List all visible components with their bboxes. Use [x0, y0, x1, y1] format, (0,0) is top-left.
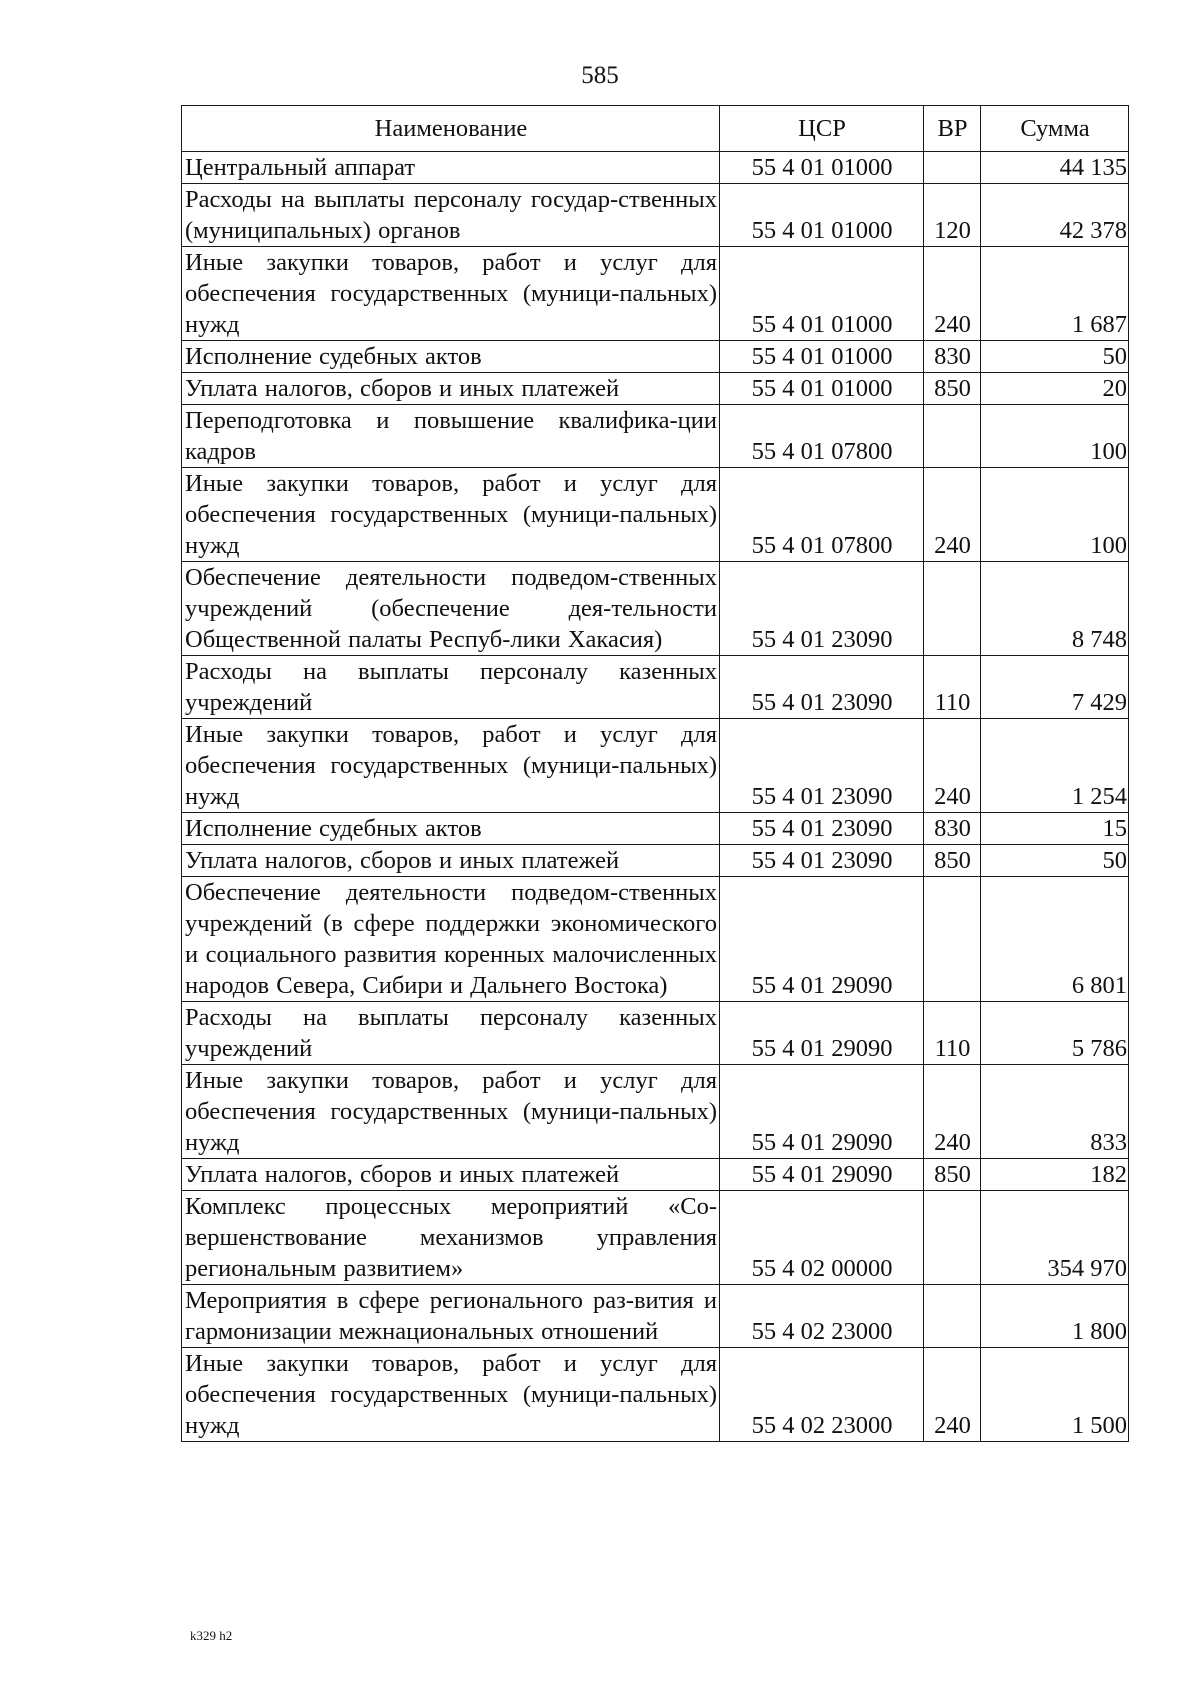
table-row	[182, 152, 1129, 184]
row-sum-cell: 8 748	[981, 562, 1129, 656]
table-row	[182, 845, 1129, 877]
table-row	[182, 373, 1129, 405]
row-vr-cell: 830	[924, 341, 981, 373]
budget-table	[181, 105, 1129, 1442]
row-vr-cell: 110	[924, 656, 981, 719]
row-sum-cell: 833	[981, 1065, 1129, 1159]
row-sum-cell: 50	[981, 845, 1129, 877]
row-name-cell: Исполнение судебных актов	[182, 341, 720, 373]
row-vr-cell	[924, 877, 981, 1002]
table-row	[182, 1065, 1129, 1159]
row-vr-cell	[924, 1191, 981, 1285]
row-name-cell: Обеспечение деятельности подведом-ственных учреждений (обеспечение дея-тельности Общественной палаты Респуб-лики Хакасия)	[182, 562, 720, 656]
header-vr: ВР	[924, 106, 981, 152]
row-csr-cell: 55 4 01 01000	[720, 152, 924, 184]
table-row	[182, 1002, 1129, 1065]
row-sum-cell: 5 786	[981, 1002, 1129, 1065]
table-row	[182, 813, 1129, 845]
row-csr-cell: 55 4 01 07800	[720, 468, 924, 562]
row-sum-cell: 42 378	[981, 184, 1129, 247]
row-name-cell: Иные закупки товаров, работ и услуг для обеспечения государственных (муници-пальных) нужд	[182, 1065, 720, 1159]
table-row	[182, 341, 1129, 373]
row-csr-cell: 55 4 01 29090	[720, 1002, 924, 1065]
row-sum-cell: 182	[981, 1159, 1129, 1191]
row-vr-cell: 830	[924, 813, 981, 845]
row-name-cell: Уплата налогов, сборов и иных платежей	[182, 1159, 720, 1191]
page-number: 585	[581, 62, 619, 89]
row-name-cell: Расходы на выплаты персоналу казенных учреждений	[182, 656, 720, 719]
row-sum-cell: 100	[981, 468, 1129, 562]
row-sum-cell: 100	[981, 405, 1129, 468]
table-row	[182, 468, 1129, 562]
row-vr-cell	[924, 562, 981, 656]
row-sum-cell: 1 254	[981, 719, 1129, 813]
table-row	[182, 562, 1129, 656]
table-row	[182, 247, 1129, 341]
row-vr-cell: 240	[924, 468, 981, 562]
row-csr-cell: 55 4 02 23000	[720, 1285, 924, 1348]
row-csr-cell: 55 4 02 00000	[720, 1191, 924, 1285]
row-name-cell: Иные закупки товаров, работ и услуг для обеспечения государственных (муници-пальных) нужд	[182, 247, 720, 341]
row-name-cell: Исполнение судебных актов	[182, 813, 720, 845]
row-csr-cell: 55 4 01 23090	[720, 656, 924, 719]
row-vr-cell: 240	[924, 1065, 981, 1159]
row-csr-cell: 55 4 02 23000	[720, 1348, 924, 1442]
row-name-cell: Иные закупки товаров, работ и услуг для обеспечения государственных (муници-пальных) нужд	[182, 468, 720, 562]
row-name-cell: Центральный аппарат	[182, 152, 720, 184]
row-name-cell: Переподготовка и повышение квалифика-ции кадров	[182, 405, 720, 468]
row-sum-cell: 1 687	[981, 247, 1129, 341]
row-name-cell: Расходы на выплаты персоналу казенных учреждений	[182, 1002, 720, 1065]
row-csr-cell: 55 4 01 23090	[720, 813, 924, 845]
row-sum-cell: 1 500	[981, 1348, 1129, 1442]
table-row	[182, 1159, 1129, 1191]
table-row	[182, 1285, 1129, 1348]
table-header-row	[182, 106, 1129, 152]
row-csr-cell: 55 4 01 23090	[720, 562, 924, 656]
row-name-cell: Мероприятия в сфере регионального раз-вития и гармонизации межнациональных отношений	[182, 1285, 720, 1348]
footer-code: k329 h2	[190, 1628, 233, 1643]
header-name: Наименование	[182, 106, 720, 152]
table-row	[182, 656, 1129, 719]
row-vr-cell	[924, 405, 981, 468]
row-csr-cell: 55 4 01 07800	[720, 405, 924, 468]
row-vr-cell	[924, 1285, 981, 1348]
header-csr: ЦСР	[720, 106, 924, 152]
row-name-cell: Иные закупки товаров, работ и услуг для обеспечения государственных (муници-пальных) нужд	[182, 1348, 720, 1442]
header-sum: Сумма	[981, 106, 1129, 152]
row-name-cell: Уплата налогов, сборов и иных платежей	[182, 845, 720, 877]
row-sum-cell: 354 970	[981, 1191, 1129, 1285]
row-name-cell: Расходы на выплаты персоналу государ-ственных (муниципальных) органов	[182, 184, 720, 247]
table-row	[182, 1191, 1129, 1285]
row-vr-cell: 850	[924, 373, 981, 405]
row-sum-cell: 7 429	[981, 656, 1129, 719]
row-csr-cell: 55 4 01 23090	[720, 845, 924, 877]
row-name-cell: Уплата налогов, сборов и иных платежей	[182, 373, 720, 405]
row-csr-cell: 55 4 01 23090	[720, 719, 924, 813]
row-sum-cell: 50	[981, 341, 1129, 373]
row-vr-cell: 240	[924, 247, 981, 341]
row-csr-cell: 55 4 01 29090	[720, 877, 924, 1002]
row-vr-cell: 110	[924, 1002, 981, 1065]
row-sum-cell: 6 801	[981, 877, 1129, 1002]
row-name-cell: Обеспечение деятельности подведом-ственных учреждений (в сфере поддержки экономического и социального развития коренных малочисленных народов Севера, Сибири и Дальнего Востока)	[182, 877, 720, 1002]
row-vr-cell	[924, 152, 981, 184]
row-vr-cell: 850	[924, 845, 981, 877]
row-name-cell: Иные закупки товаров, работ и услуг для обеспечения государственных (муници-пальных) нужд	[182, 719, 720, 813]
row-csr-cell: 55 4 01 29090	[720, 1065, 924, 1159]
row-sum-cell: 20	[981, 373, 1129, 405]
table-row	[182, 405, 1129, 468]
table-body	[182, 152, 1129, 1442]
row-csr-cell: 55 4 01 01000	[720, 341, 924, 373]
row-csr-cell: 55 4 01 01000	[720, 373, 924, 405]
row-vr-cell: 240	[924, 1348, 981, 1442]
table-row	[182, 1348, 1129, 1442]
row-vr-cell: 850	[924, 1159, 981, 1191]
table-row	[182, 877, 1129, 1002]
row-csr-cell: 55 4 01 29090	[720, 1159, 924, 1191]
row-csr-cell: 55 4 01 01000	[720, 247, 924, 341]
row-vr-cell: 240	[924, 719, 981, 813]
table-row	[182, 184, 1129, 247]
row-name-cell: Комплекс процессных мероприятий «Со-вершенствование механизмов управления региональным развитием»	[182, 1191, 720, 1285]
table-row	[182, 719, 1129, 813]
row-sum-cell: 44 135	[981, 152, 1129, 184]
row-sum-cell: 1 800	[981, 1285, 1129, 1348]
row-vr-cell: 120	[924, 184, 981, 247]
row-sum-cell: 15	[981, 813, 1129, 845]
row-csr-cell: 55 4 01 01000	[720, 184, 924, 247]
